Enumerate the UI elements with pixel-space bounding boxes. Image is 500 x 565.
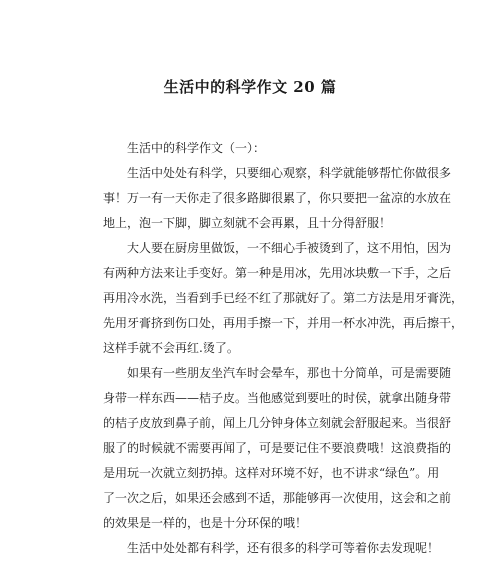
document-body bbox=[103, 136, 464, 561]
paragraph-line: 的效果是一样的，也是十分环保的哦！ bbox=[103, 516, 308, 530]
section-heading: 生活中的科学作文（一）： bbox=[127, 141, 266, 155]
paragraph-line: 身带一样东西——桔子皮。当他感觉到要吐的时侯，就拿出随身带 bbox=[103, 391, 452, 405]
paragraph-line: 地上，泡一下脚，脚立刻就不会再累，且十分得舒服！ bbox=[103, 216, 392, 230]
paragraph-line: 先用牙膏挤到伤口处，再用手擦一下，并用一杯水冲洗，再后擦干， bbox=[103, 316, 464, 330]
paragraph-line: 如果有一些朋友坐汽车时会晕车，那也十分简单，可是需要随 bbox=[127, 366, 452, 380]
paragraph-line: 服了的时候就不需要再闻了，可是要记住不要浪费哦！这浪费指的 bbox=[103, 441, 452, 455]
paragraph-line: 这样手就不会再红.烫了。 bbox=[103, 341, 239, 355]
paragraph-line: 生活中处处都有科学，还有很多的科学可等着你去发现呢！ bbox=[127, 541, 440, 555]
document-title: 生活中的科学作文 20 篇 bbox=[163, 78, 337, 96]
paragraph-line: 再用冷水洗，当看到手已经不红了那就好了。第二方法是用牙膏洗， bbox=[103, 291, 464, 305]
paragraph-line: 了一次之后，如果还会感到不适，那能够再一次使用，这会和之前 bbox=[103, 491, 452, 505]
paragraph-line: 的桔子皮放到鼻子前，闻上几分钟身体立刻就会舒服起来。当很舒 bbox=[103, 416, 452, 430]
paragraph-line: 是用玩一次就立刻扔掉。这样对环境不好，也不讲求“绿色”。用 bbox=[103, 466, 440, 480]
paragraph-line: 大人要在厨房里做饭，一不细心手被烫到了，这不用怕，因为 bbox=[127, 241, 452, 255]
paragraph-line: 事！万一有一天你走了很多路脚很累了，你只要把一盆凉的水放在 bbox=[103, 191, 452, 205]
paragraph-line: 生活中处处有科学，只要细心观察，科学就能够帮忙你做很多 bbox=[127, 166, 452, 180]
paragraph-line: 有两种方法来让手变好。第一种是用冰，先用冰块敷一下手，之后 bbox=[103, 266, 452, 280]
